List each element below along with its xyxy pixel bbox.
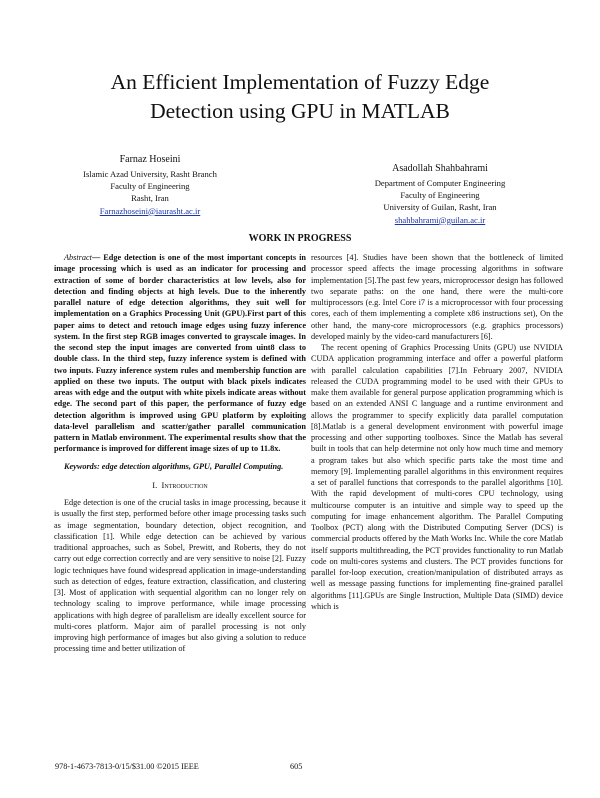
copyright-footer: 978-1-4673-7813-0/15/$31.00 ©2015 IEEE bbox=[55, 762, 199, 771]
author-affiliation-line: Department of Computer Engineering bbox=[374, 178, 506, 188]
section-number: I. bbox=[152, 479, 158, 490]
author-affiliation-line: Faculty of Engineering bbox=[110, 181, 190, 192]
abstract-lead: Abstract bbox=[64, 253, 92, 262]
body-paragraph: The recent opening of Graphics Processing Units (GPU) use NVIDIA CUDA application programming interface and offer a powerful platform with parallel calculation capabilities [7].In February 2007, NVIDIA released the CUDA programming model to be used with their GPUs to make them available for general purpose application programming which is based on an extended ANSI C language and a runtime environment and allows the programmer to specify explicitly data parallel computation [8].Matlab is a general development environment with powerful image processing and other supporting toolboxes. Since the Matlab has several built in tools that can help determine not only how much time and memory a program takes but also which specific parts take the most time and memory [9]. Implementing parallel algorithms in this environment requires a set of parallel functions that corresponds to the parallel algorithms [10]. With the rapid development of multi-cores CPU technology, using multicourse computer is an intuitive and simple way to speed up the computing for image enhancement algorithm. The Parallel Computing Toolbox (PCT) along with the Distributed Computing Server (DCS) is commercial products offered by the Math Works Inc. While the core Matlab itself supports multithreading, the PCT provides functionality to run Matlab code on multi-cores systems and clusters. The PCT provides functions for parallel for-loop execution, creation/manipulation of distributed arrays as well as message passing functions for implementing fine-grained parallel algorithms [11].GPUs are Single Instruction, Multiple Data (SIMD) device which is bbox=[311, 343, 563, 611]
author-email-link[interactable]: shahbahrami@guilan.ac.ir bbox=[394, 214, 486, 225]
section-title: Introduction bbox=[161, 479, 208, 490]
author-email-link[interactable]: Farnazhoseini@iaurasht.ac.ir bbox=[99, 205, 201, 216]
abstract bbox=[54, 252, 306, 455]
section-heading bbox=[54, 480, 306, 491]
body-paragraph: resources [4]. Studies have been shown that the bottleneck of limited processor speed affects the image processing algorithms in software implementation [5].The past few years, microprocessor design has followed two separate paths: on the one hand, there were the multi-core multiprocessors (e.g. Intel Core i7 is a microprocessor with four processing cores, each of them implementing a complete x86 instructions set), On the other hand, the many-core microprocessors (e.g. graphics processors) developed mainly by the video-card manufacturers [6]. bbox=[311, 253, 563, 341]
page-number: 605 bbox=[290, 762, 303, 771]
title-line-2: Detection using GPU in MATLAB bbox=[150, 99, 450, 123]
left-column bbox=[54, 252, 306, 655]
author-block-1 bbox=[40, 152, 260, 217]
author-affiliation-line: Faculty of Engineering bbox=[400, 190, 480, 201]
paper-title bbox=[0, 68, 600, 126]
author-affiliation-line: Islamic Azad University, Rasht Branch bbox=[83, 169, 217, 179]
work-in-progress-banner: WORK IN PROGRESS bbox=[248, 233, 352, 244]
author-affiliation-line: University of Guilan, Rasht, Iran bbox=[383, 202, 497, 213]
right-column bbox=[311, 252, 563, 612]
abstract-text: — Edge detection is one of the most important concepts in image processing which is used as an indicator for processing and extraction of some of border characteristics at low levels, also for detection and finding objects at high levels. Due to the inherently parallel nature of edge detection algorithms, they suit well for implementation on a Graphics Processing Unit (GPU).First part of this paper aims to detect and retouch image edges using fuzzy inference system. In the first step RGB images converted to grayscale images. In the second step the input images are converted from uint8 class to double class. In the third step, fuzzy inference system is defined with two inputs. Fuzzy inference system rules and membership function are applied on these two inputs. The output with black pixels indicates areas with edge and the output with white pixels indicate areas without edge. The second part of this paper, the performance of fuzzy edge detection algorithm is improved using GPU platform by exploiting data-level parallelism and scatter/gather parallel communication pattern in Matlab environment. The experimental results show that the performance is improved for different image sizes of up to 11.8x. bbox=[54, 253, 306, 454]
author-block-2 bbox=[330, 161, 550, 226]
keywords: Keywords: edge detection algorithms, GPU, Parallel Computing. bbox=[64, 461, 284, 471]
author-name: Farnaz Hoseini bbox=[119, 154, 181, 165]
title-line-1: An Efficient Implementation of Fuzzy Edge bbox=[110, 70, 490, 94]
author-name: Asadollah Shahbahrami bbox=[392, 163, 488, 174]
author-affiliation-line: Rasht, Iran bbox=[131, 193, 169, 204]
intro-paragraph: Edge detection is one of the crucial tasks in image processing, because it is usually the first step, performed before other image processing tasks such as image segmentation, boundary detection, object recognition, and classification [1]. While edge detection can be achieved by various traditional approaches, such as Sobel, Prewitt, and Roberts, they do not carry out edge correction correctly and are very sensitive to noise [2]. Fuzzy logic techniques have found widespread application in image-understanding such as detection of edges, feature extraction, classification, and clustering [3]. Most of application with sequential algorithm can no longer rely on technology scaling to improve performance, while image processing applications with high degree of parallelism are ideally excellent source for multi-cores platform. Major aim of parallel processing is not only improving high performance of images but also giving a solution to reduce processing time and better utilization of bbox=[54, 498, 306, 654]
